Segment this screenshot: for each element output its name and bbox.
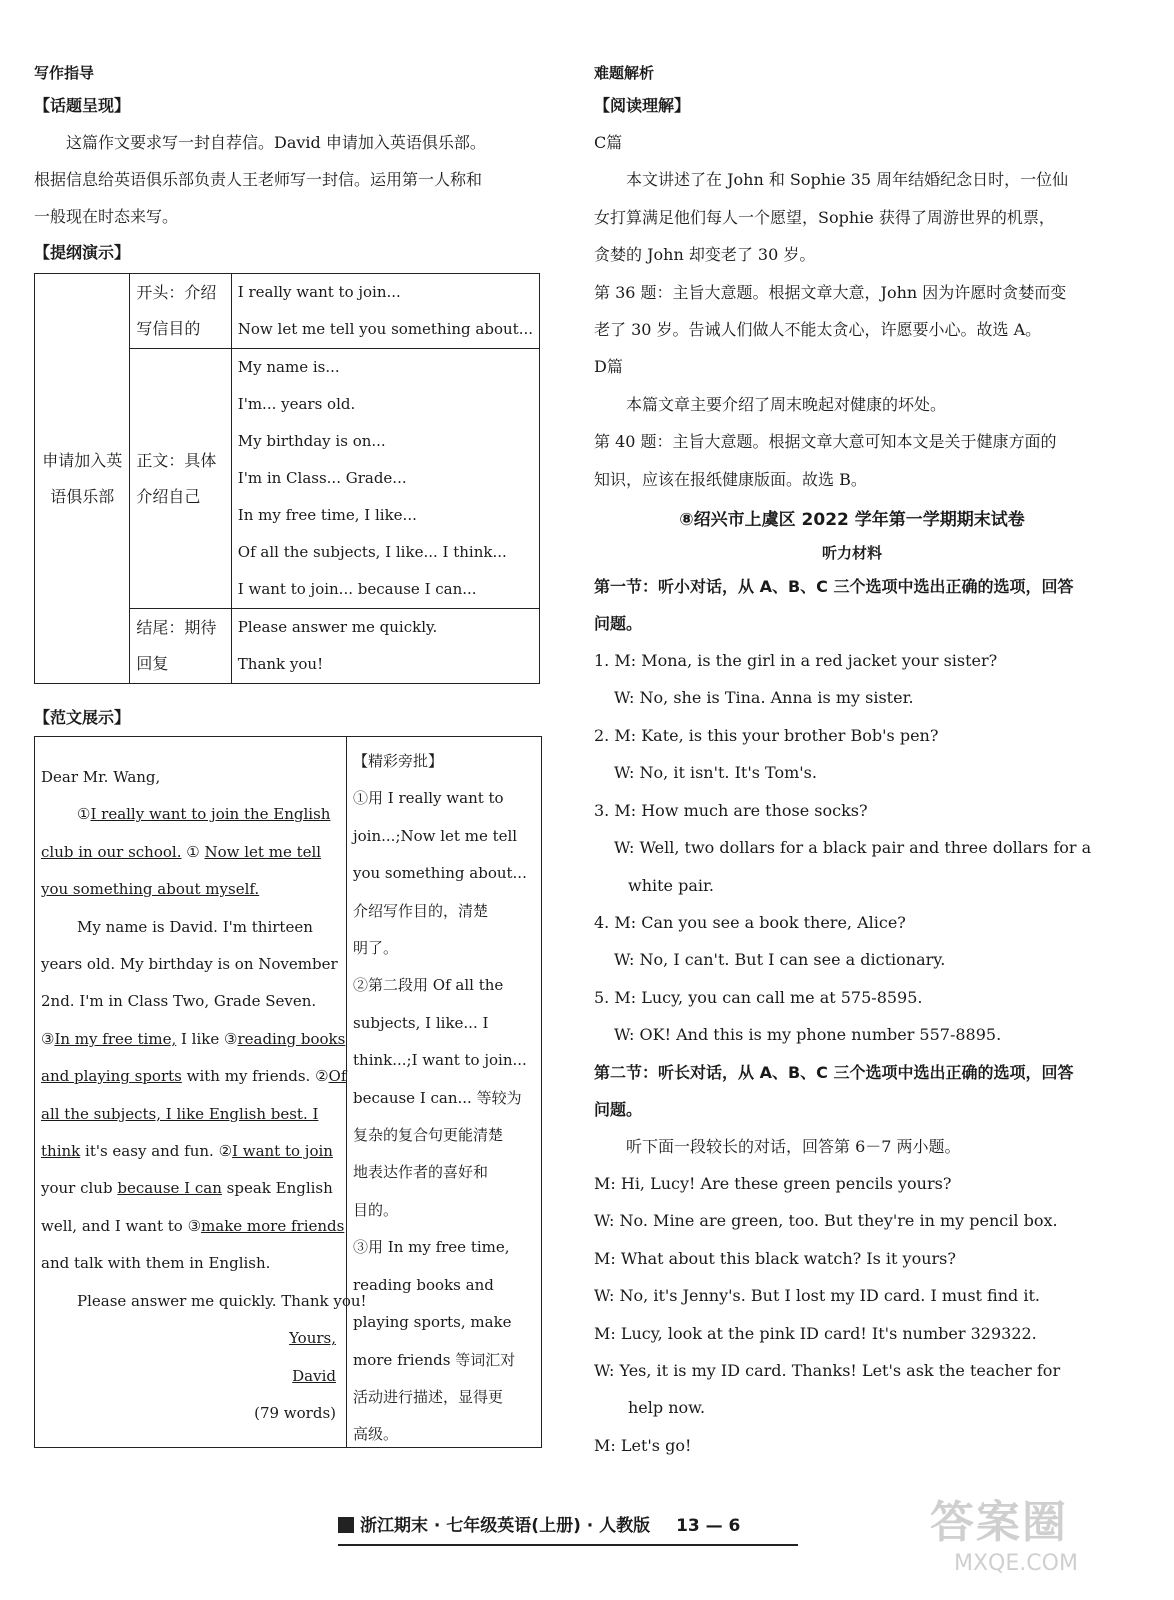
dialogue-line: M: Let's go! [594,1435,692,1455]
note-line: because I can... 等较为 [353,1088,522,1107]
section-2-dialogue [594,1165,1110,1464]
underlined-phrase: I want to join [232,1142,333,1161]
dialogue-line: W: OK! And this is my phone number 557-8895. [614,1025,1002,1045]
dialogue-line: W: No, it's Jenny's. But I lost my ID card. I must find it. [594,1286,1040,1306]
essay-line: My name is David. I'm thirteen [77,917,313,936]
word-count: (79 words) [254,1403,336,1422]
outline-topic: 申请加入英语俱乐部 [35,274,130,684]
outline-phrase: I want to join... because I can... [237,580,477,598]
square-icon [338,1517,354,1533]
outline-phrases [231,349,539,609]
side-notes [347,737,541,1447]
outline-phrase: My birthday is on... [237,432,386,450]
dialogue-line: M: Hi, Lucy! Are these green pencils yours? [594,1173,952,1193]
underlined-phrase: because I can [117,1179,222,1198]
essay-heading: 【范文展示】 [34,708,131,727]
page-number: 13 — 6 [676,1516,741,1536]
outline-phrase: Now let me tell you something about... [237,320,533,338]
note-line: more friends 等词汇对 [353,1350,516,1369]
outline-phrase: Of all the subjects, I like... I think... [237,543,507,561]
underlined-phrase: club in our school. [41,842,182,861]
underlined-phrase: I really want to join the English [90,805,331,824]
note-line: 介绍写作目的，清楚 [353,901,489,920]
outline-phrases [231,609,539,684]
note-line: ②第二段用 Of all the [353,976,504,995]
outline-part: 开头：介绍写信目的 [130,274,231,349]
essay-text: I like ③ [176,1029,238,1048]
dialogue-line: 2. M: Kate, is this your brother Bob's pen? [594,725,939,745]
mark: ③ [41,1029,55,1048]
watermark-url: MXQE.COM [954,1551,1078,1576]
dialogue-line: W: No, it isn't. It's Tom's. [614,763,817,783]
summary-line: 本篇文章主要介绍了周末晚起对健康的坏处。 [626,394,947,414]
dialogue-line: W: Well, two dollars for a black pair and three dollars for a [614,838,1092,858]
underlined-phrase: make more friends [201,1216,345,1235]
essay-closing: Please answer me quickly. Thank you! [77,1291,367,1310]
underlined-phrase: all the subjects, I like English best. I [41,1104,319,1123]
essay-text: with my friends. ② [181,1067,329,1086]
underlined-phrase: Yours, [289,1329,336,1348]
dialogue-line: M: What about this black watch? Is it yours? [594,1248,956,1268]
notes-heading: 【精彩旁批】 [353,752,444,770]
section-title-analysis: 难题解析 [594,64,655,82]
summary-line: 贪婪的 John 却变老了 30 岁。 [594,245,816,265]
section-title-writing: 写作指导 [34,64,95,82]
section-2-heading: 问题。 [594,1099,643,1119]
outline-phrase: Thank you! [237,655,324,673]
section-1-heading: 第一节：听小对话，从 A、B、C 三个选项中选出正确的选项，回答 [594,577,1074,597]
note-line: 目的。 [353,1200,399,1219]
underlined-phrase: David [292,1366,336,1385]
outline-phrase: Please answer me quickly. [237,618,438,636]
section-1-heading: 问题。 [594,614,643,634]
outline-heading: 【提纲演示】 [34,243,131,262]
outline-part: 结尾：期待回复 [130,609,231,684]
q36-line: 老了 30 岁。告诫人们做人不能太贪心，许愿要小心。故选 A。 [594,320,1042,340]
note-line: 明了。 [353,939,399,958]
essay-text: your club [41,1179,118,1198]
page-footer [338,1508,798,1546]
topic-paragraph [34,124,540,235]
essay-line: and talk with them in English. [41,1254,271,1273]
dialogue-line: W: No, I can't. But I can see a dictionary. [614,950,946,970]
essay-text: speak English [221,1179,333,1198]
essay-signoff [41,1320,340,1357]
q36-line: 第 36 题：主旨大意题。根据文章大意，John 因为许愿时贪婪而变 [594,282,1067,302]
dialogue-line: W: Yes, it is my ID card. Thanks! Let's ask the teacher for [594,1360,1061,1380]
dialogue-line: W: No. Mine are green, too. But they're in my pencil box. [594,1211,1058,1231]
essay-text: well, and I want to ③ [41,1216,202,1235]
reading-heading: 【阅读理解】 [594,96,691,115]
summary-line: 女打算满足他们每人一个愿望，Sophie 获得了周游世界的机票， [594,207,1055,227]
essay-line: years old. My birthday is on November [41,955,338,974]
mark: ① [186,842,205,861]
underlined-phrase: and playing sports [41,1067,182,1086]
note-line: ①用 I really want to [353,789,504,808]
passage-c-label: C篇 [594,133,623,152]
essay-signature [41,1358,340,1395]
underlined-phrase: Now let me tell [204,842,322,861]
underlined-phrase: In my free time, [54,1029,177,1048]
summary-line: 本文讲述了在 John 和 Sophie 35 周年结婚纪念日时，一位仙 [626,170,1069,190]
note-line: you something about... [353,864,527,883]
watermark-logo: 答案圈 [930,1497,1068,1548]
outline-phrase: I'm in Class... Grade... [237,469,407,487]
left-column [34,58,540,1448]
note-line: think...;I want to join... [353,1051,527,1070]
underlined-phrase: you something about myself. [41,880,260,899]
watermark [930,1496,1160,1596]
dialogue-line: W: No, she is Tina. Anna is my sister. [614,688,914,708]
topic-line: 这篇作文要求写一封自荐信。David 申请加入英语俱乐部。 [66,133,486,152]
topic-line: 一般现在时态来写。 [34,207,179,226]
q40-line: 知识，应该在报纸健康版面。故选 B。 [594,469,867,489]
topic-heading: 【话题呈现】 [34,96,131,115]
outline-table [34,273,540,684]
mark: ① [77,805,91,824]
essay-salutation: Dear Mr. Wang, [41,768,161,786]
exam-subtitle: 听力材料 [821,544,882,563]
dialogue-line: 4. M: Can you see a book there, Alice? [594,912,906,932]
underlined-phrase: reading books [237,1029,346,1048]
model-essay [35,737,367,1447]
note-line: reading books and [353,1275,494,1294]
section-2-intro: 听下面一段较长的对话，回答第 6－7 两小题。 [626,1136,961,1156]
dialogue-line: M: Lucy, look at the pink ID card! It's number 329322. [594,1323,1037,1343]
underlined-phrase: think [41,1142,81,1161]
outline-phrase: I'm... years old. [237,395,356,413]
outline-part: 正文：具体介绍自己 [130,349,231,609]
essay-box [34,736,542,1448]
note-line: ③用 In my free time, [353,1238,510,1257]
note-line: 地表达作者的喜好和 [353,1163,489,1182]
footer-title: 浙江期末 · 七年级英语(上册) · 人教版 [360,1516,651,1536]
note-line: 活动进行描述，显得更 [353,1387,504,1406]
dialogue-line: 3. M: How much are those socks? [594,800,868,820]
dialogue-line: 1. M: Mona, is the girl in a red jacket your sister? [594,651,998,671]
outline-phrase: My name is... [237,358,340,376]
q40-line: 第 40 题：主旨大意题。根据文章大意可知本文是关于健康方面的 [594,432,1057,452]
right-column [594,58,1110,1464]
section-1-dialogues [594,642,1110,1053]
note-line: subjects, I like... I [353,1013,489,1032]
passage-d-label: D篇 [594,357,623,377]
section-2-heading: 第二节：听长对话，从 A、B、C 三个选项中选出正确的选项，回答 [594,1062,1074,1082]
essay-line: 2nd. I'm in Class Two, Grade Seven. [41,992,317,1011]
note-line: 高级。 [353,1425,399,1444]
dialogue-line: white pair. [628,875,714,895]
dialogue-line: help now. [628,1398,706,1418]
underlined-phrase: Of [328,1067,347,1086]
dialogue-line: 5. M: Lucy, you can call me at 575-8595. [594,987,923,1007]
note-line: 复杂的复合句更能清楚 [353,1126,504,1145]
outline-phrases [231,274,539,349]
exam-title: ⑧绍兴市上虞区 2022 学年第一学期期末试卷 [679,510,1025,531]
outline-phrase: I really want to join... [237,283,401,301]
essay-text: it's easy and fun. ② [80,1142,233,1161]
outline-phrase: In my free time, I like... [237,506,417,524]
note-line: join...;Now let me tell [353,826,518,845]
note-line: playing sports, make [353,1313,512,1332]
topic-line: 根据信息给英语俱乐部负责人王老师写一封信。运用第一人称和 [34,170,483,189]
